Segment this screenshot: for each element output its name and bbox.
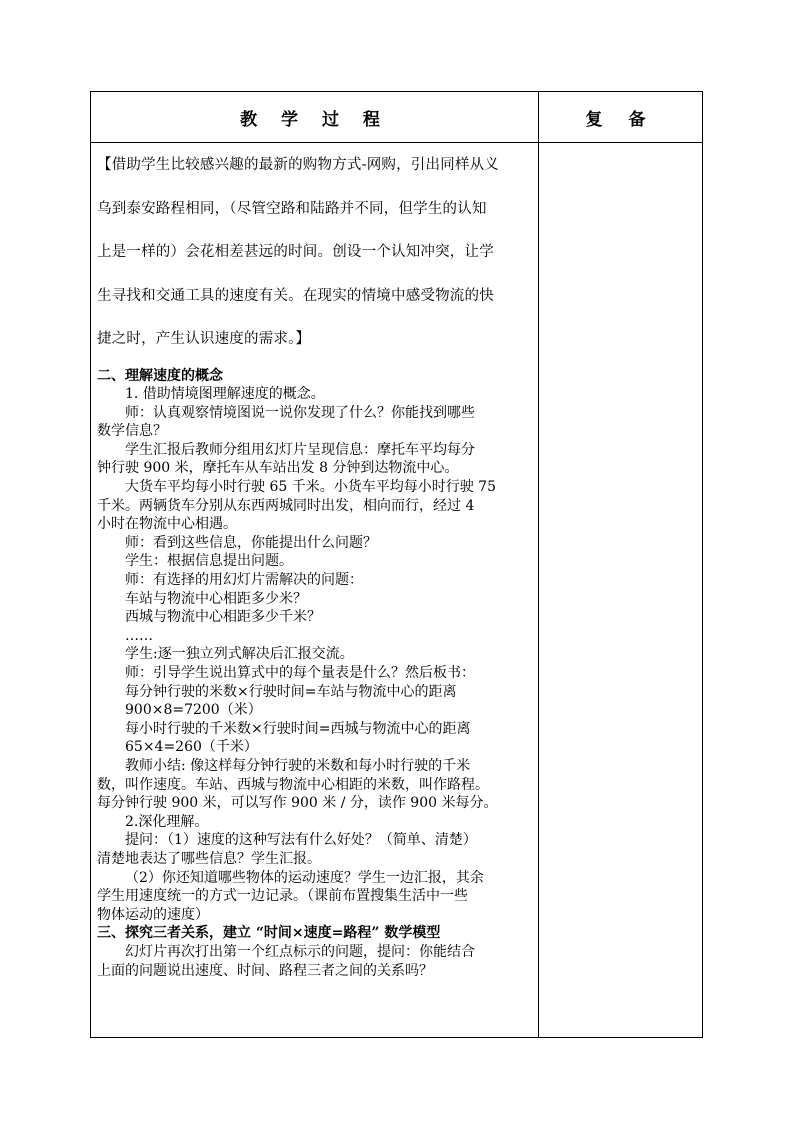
- text-line: 车站与物流中心相距多少米？: [125, 590, 307, 607]
- text-line: 钟行驶 900 米，摩托车从车站出发 8 分钟到达物流中心。: [97, 460, 459, 477]
- text-line: 西城与物流中心相距多少千米？: [125, 609, 321, 626]
- section-heading: 二、理解速度的概念: [97, 367, 223, 384]
- formula-line: 每小时行驶的千米数×行驶时间=西城与物流中心的距离: [125, 720, 471, 737]
- intro-note: [97, 144, 534, 362]
- text-line: 师：认真观察情境图说一说你发现了什么？你能找到哪些: [125, 404, 475, 421]
- intro-line: 【借助学生比较感兴趣的最新的购物方式-网购，引出同样从义: [97, 157, 499, 173]
- text-line: 物体运动的速度）: [97, 906, 209, 923]
- section-two: [97, 367, 534, 981]
- column-divider: [538, 92, 539, 1037]
- text-line: （2）你还知道哪些物体的运动速度？学生一边汇报，其余: [125, 869, 484, 886]
- teaching-process-header: 教 学 过 程: [240, 109, 389, 130]
- text-line: 师：引导学生说出算式中的每个量表是什么？然后板书：: [125, 665, 475, 681]
- text-line: 清楚地表达了哪些信息？学生汇报。: [97, 850, 321, 867]
- text-line: 1. 借助情境图理解速度的概念。: [125, 386, 325, 403]
- review-prep-header: 复 备: [585, 109, 656, 130]
- intro-line: 乌到泰安路程相同，（尽管空路和陆路并不同，但学生的认知: [97, 200, 487, 217]
- text-line: 幻灯片再次打出第一个红点标示的问题，提问：你能结合: [125, 943, 475, 960]
- teaching-process-content: [97, 143, 534, 980]
- lesson-plan-table: [90, 91, 703, 1038]
- text-line: 千米。两辆货车分别从东西两城同时出发，相向而行，经过 4: [97, 497, 475, 514]
- text-line: 数学信息？: [97, 423, 167, 440]
- text-line: 学生：根据信息提出问题。: [125, 553, 293, 570]
- text-line: 教师小结: 像这样每分钟行驶的米数和每小时行驶的千米: [125, 757, 471, 774]
- text-line: 学生汇报后教师分组用幻灯片呈现信息：摩托车平均每分: [125, 441, 475, 458]
- text-line: 大货车平均每小时行驶 65 千米。小货车平均每小时行驶 75: [125, 479, 496, 496]
- intro-line: 上是一样的）会花相差甚远的时间。创设一个认知冲突，让学: [97, 244, 494, 260]
- text-line: 师：有选择的用幻灯片需解决的问题：: [125, 572, 363, 589]
- text-line: 上面的问题说出速度、时间、路程三者之间的关系吗？: [97, 962, 433, 979]
- formula-line: 每分钟行驶的米数×行驶时间=车站与物流中心的距离: [125, 683, 457, 700]
- formula-line: 65×4=260（千米）: [125, 739, 258, 756]
- text-line: 2.深化理解。: [125, 813, 209, 830]
- section-heading: 三、探究三者关系，建立 “时间×速度=路程” 数学模型: [97, 925, 441, 942]
- text-line: ……: [125, 627, 153, 644]
- intro-line: 生寻找和交通工具的速度有关。在现实的情境中感受物流的快: [97, 287, 494, 304]
- text-line: 学生用速度统一的方式一边记录。（课前布置搜集生活中一些: [97, 888, 468, 905]
- text-line: 提问：（1）速度的这种写法有什么好处？（简单、清楚）: [125, 832, 477, 849]
- text-line: 数，叫作速度。车站、西城与物流中心相距的米数，叫作路程。: [97, 776, 489, 793]
- formula-line: 900×8=7200（米）: [125, 702, 262, 719]
- text-line: 学生:逐一独立列式解决后汇报交流。: [125, 646, 354, 663]
- intro-line: 捷之时，产生认识速度的需求。】: [97, 331, 311, 347]
- text-line: 每分钟行驶 900 米，可以写作 900 米 / 分，读作 900 米每分。: [97, 795, 498, 812]
- text-line: 小时在物流中心相遇。: [97, 516, 237, 533]
- text-line: 师：看到这些信息，你能提出什么问题？: [125, 534, 377, 551]
